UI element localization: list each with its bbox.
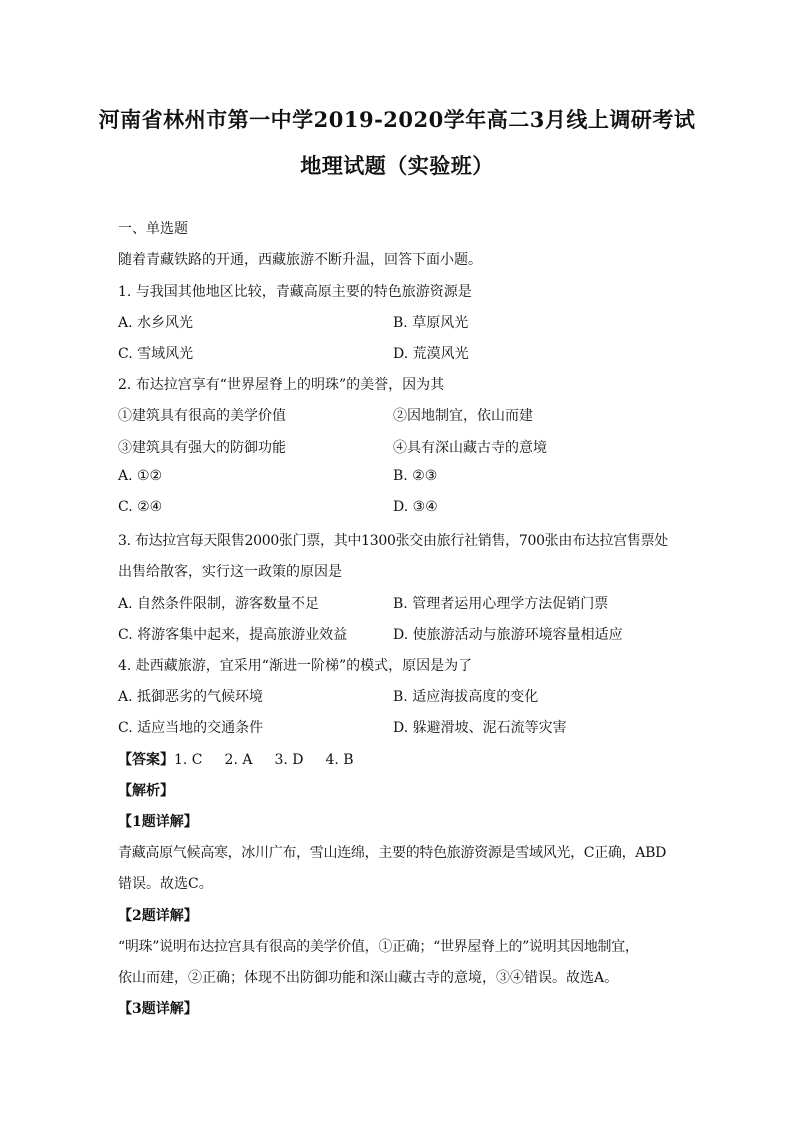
detail-2-line1: “明珠”说明布达拉宫具有很高的美学价值，①正确；“世界屋脊上的”说明其因地制宜， [118,939,639,955]
answer-row [118,749,376,769]
question-2-option-d: D. ③④ [393,499,438,515]
question-3-option-c: C. 将游客集中起来，提高旅游业效益 [118,627,348,643]
question-3-option-d: D. 使旅游活动与旅游环境容量相适应 [393,627,623,643]
question-4-option-d: D. 躲避滑坡、泥石流等灾害 [393,720,567,736]
question-2-option-c: C. ②④ [118,499,163,515]
question-4-stem: 4. 赴西藏旅游，宜采用“渐进一阶梯”的模式，原因是为了 [118,658,473,674]
question-1-option-d: D. 荒漠风光 [393,346,469,362]
section-heading: 一、单选题 [118,221,188,237]
question-1-stem: 1. 与我国其他地区比较，青藏高原主要的特色旅游资源是 [118,284,472,300]
question-1-option-c: C. 雪域风光 [118,346,194,362]
answer-1: 1. C [174,752,203,768]
detail-1-label: 【1题详解】 [118,814,198,830]
question-intro: 随着青藏铁路的开通，西藏旅游不断升温，回答下面小题。 [118,252,482,268]
question-1-option-b: B. 草原风光 [393,315,469,331]
question-1-option-a: A. 水乡风光 [118,315,194,331]
answer-3: 3. D [274,752,304,768]
detail-2-line2: 依山而建，②正确；体现不出防御功能和深山藏古寺的意境，③④错误。故选A。 [118,970,619,986]
question-2-option-a: A. ①② [118,468,163,484]
question-2-statement-4: ④具有深山藏古寺的意境 [393,440,547,456]
detail-1-line2: 错误。故选C。 [118,876,213,892]
detail-3-label: 【3题详解】 [118,1001,198,1017]
document-title-line1: 河南省林州市第一中学2019-2020学年高二3月线上调研考试 [98,107,696,132]
question-2-stem: 2. 布达拉宫享有“世界屋脊上的明珠”的美誉，因为其 [118,377,445,393]
document-title-line2: 地理试题（实验班） [300,153,494,178]
question-4-option-a: A. 抵御恶劣的气候环境 [118,689,264,705]
question-3-stem-line1: 3. 布达拉宫每天限售2000张门票，其中1300张交由旅行社销售，700张由布达拉宫售票处 [118,533,668,549]
question-2-option-b: B. ②③ [393,468,438,484]
question-4-option-c: C. 适应当地的交通条件 [118,720,264,736]
question-3-option-b: B. 管理者运用心理学方法促销门票 [393,596,609,612]
answer-label: 【答案】 [118,752,174,768]
question-2-statement-3: ③建筑具有强大的防御功能 [118,440,286,456]
question-2-statement-2: ②因地制宜，依山而建 [393,408,533,424]
detail-1-line1: 青藏高原气候高寒，冰川广布，雪山连绵，主要的特色旅游资源是雪域风光，C正确，ABD [118,845,667,861]
answer-2: 2. A [224,752,253,768]
detail-2-label: 【2题详解】 [118,908,198,924]
question-2-statement-1: ①建筑具有很高的美学价值 [118,408,286,424]
question-3-stem-line2: 出售给散客，实行这一政策的原因是 [118,564,342,580]
analysis-label: 【解析】 [118,783,174,799]
question-3-option-a: A. 自然条件限制，游客数量不足 [118,596,320,612]
question-4-option-b: B. 适应海拔高度的变化 [393,689,539,705]
answer-4: 4. B [325,752,354,768]
